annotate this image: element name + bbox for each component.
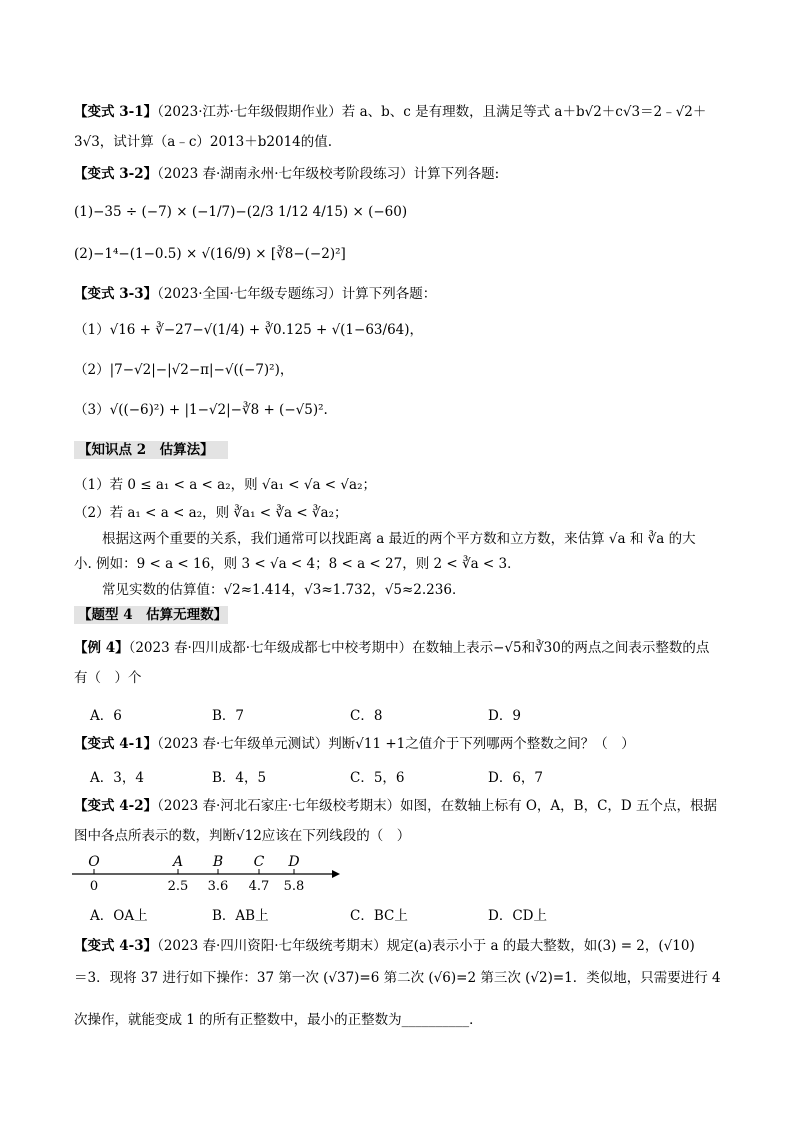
example-4-tag: 【例 4】	[74, 640, 129, 656]
variant-4-2-line2: 图中各点所表示的数，判断√12应该在下列线段的（ ）	[74, 828, 411, 844]
variant-3-3-line1	[74, 284, 436, 304]
variant-4-2-line1	[74, 796, 717, 816]
variant-3-2-line1	[74, 164, 499, 184]
variant-3-1-source: （2023·江苏·七年级假期作业）	[157, 104, 342, 120]
variant-3-3-source: （2023·全国·七年级专题练习）	[157, 286, 342, 302]
example-4-option-a: A．6	[90, 708, 122, 724]
variant-3-1-text1: 若 a、b、c 是有理数，且满足等式 a＋b√2＋c√3＝2﹣√2＋	[341, 104, 707, 120]
axis-point-value-o: 0	[89, 879, 99, 894]
variant-3-3-q3: （3）√((−6)²) + |1−√2|−∛8 + (−√5)².	[74, 402, 328, 418]
number-line-arrow-icon	[332, 870, 340, 878]
variant-3-2-q2: (2)−1⁴−(1−0.5) × √(16/9) × [∛8−(−2)²]	[74, 246, 346, 262]
variant-4-1-option-c: C．5，6	[350, 770, 405, 786]
axis-point-label-a: A	[172, 854, 184, 870]
variant-4-3-line2: ＝3．现将 37 进行如下操作：37 第一次 (√37)=6 第二次 (√6)=2 第三次 (√2)=1．类似地，只需要进行 4	[74, 970, 721, 986]
variant-4-1-text: 判断√11 +1之值介于下列哪两个整数之间？（ ）	[328, 736, 635, 752]
kp2-line1: （1）若 0 ≤ a₁ < a < a₂，则 √a₁ < √a < √a₂；	[74, 477, 376, 493]
example-4-text1: 在数轴上表示−√5和∛30的两点之间表示整数的点	[412, 640, 710, 656]
knowledge-point-2-heading: 【知识点 2 估算法】	[74, 441, 228, 459]
kp2-line2: （2）若 a₁ < a < a₂，则 ∛a₁ < ∛a < ∛a₂；	[74, 505, 348, 521]
axis-point-value-d: 5.8	[283, 879, 305, 894]
variant-4-2-tag: 【变式 4-2】	[74, 798, 158, 814]
variant-4-1-option-b: B．4，5	[212, 770, 267, 786]
variant-4-3-tag: 【变式 4-3】	[74, 938, 158, 954]
axis-point-label-o: O	[88, 854, 100, 870]
variant-3-3-text: 计算下列各题：	[341, 286, 437, 302]
variant-4-1-line1	[74, 734, 635, 754]
variant-4-2-text1: 如图，在数轴上标有 O，A，B，C，D 五个点，根据	[400, 798, 718, 814]
variant-4-2-option-d: D．CD上	[488, 908, 547, 924]
example-4-line1	[74, 638, 709, 658]
variant-3-1-line2	[74, 132, 332, 152]
example-4-option-d: D．9	[488, 708, 521, 724]
topic-4-heading: 【题型 4 估算无理数】	[74, 606, 228, 624]
variant-4-2-option-b: B．AB上	[212, 908, 269, 924]
axis-point-label-b: B	[212, 854, 224, 870]
axis-point-label-c: C	[253, 854, 265, 870]
variant-4-3-line3: 次操作，就能变成 1 的所有正整数中，最小的正整数为__________．	[74, 1012, 483, 1028]
example-4-option-b: B．7	[212, 708, 245, 724]
example-4-source: （2023 春·四川成都·七年级成都七中校考期中）	[128, 640, 413, 656]
variant-3-2-tag: 【变式 3-2】	[74, 166, 158, 182]
variant-3-1-line1	[74, 102, 706, 122]
number-line-figure	[70, 852, 340, 896]
axis-point-label-d: D	[288, 854, 300, 870]
variant-3-3-q2: （2）|7−√2|−|√2−π|−√((−7)²)，	[74, 362, 294, 378]
variant-4-2-source: （2023 春·河北石家庄·七年级校考期末）	[157, 798, 401, 814]
axis-point-value-c: 4.7	[248, 879, 270, 894]
kp2-paragraph1: 根据这两个重要的关系，我们通常可以找距离 a 最近的两个平方数和立方数，来估算 √a 和 ∛a 的大	[102, 531, 696, 547]
axis-point-value-a: 2.5	[167, 879, 189, 894]
variant-3-2-q1: (1)−35 ÷ (−7) × (−1/7)−(2/3 1/12 4/15) × (−60)	[74, 204, 408, 220]
axis-point-value-b: 3.6	[207, 879, 229, 894]
variant-4-3-source: （2023 春·四川资阳·七年级统考期末）	[157, 938, 387, 954]
variant-3-1-tag: 【变式 3-1】	[74, 104, 158, 120]
variant-4-1-option-d: D．6，7	[488, 770, 544, 786]
example-4-line2: 有（ ）个	[74, 670, 142, 686]
variant-3-3-q1: （1）√16 + ∛−27−√(1/4) + ∛0.125 + √(1−63/64)，	[74, 322, 424, 338]
variant-4-3-line1	[74, 936, 695, 956]
kp2-paragraph3: 常见实数的估算值：√2≈1.414，√3≈1.732，√5≈2.236．	[102, 582, 466, 598]
variant-4-1-source: （2023 春·七年级单元测试）	[157, 736, 329, 752]
variant-4-1-tag: 【变式 4-1】	[74, 736, 158, 752]
variant-4-3-text1: 规定(a)表示小于 a 的最大整数，如(3) = 2，(√10)	[386, 938, 695, 954]
variant-4-1-option-a: A．3，4	[90, 770, 144, 786]
variant-4-2-option-a: A．OA上	[90, 908, 148, 924]
variant-3-1-text2: 3√3，试计算（a﹣c）2013＋b2014的值.	[74, 134, 333, 150]
variant-3-2-source: （2023 春·湖南永州·七年级校考阶段练习）	[157, 166, 414, 182]
example-4-option-c: C．8	[350, 708, 383, 724]
variant-3-3-tag: 【变式 3-3】	[74, 286, 158, 302]
variant-4-2-option-c: C．BC上	[350, 908, 408, 924]
variant-3-2-text: 计算下列各题:	[413, 166, 500, 182]
kp2-paragraph2: 小. 例如：9 < a < 16，则 3 < √a < 4；8 < a < 27，则 2 < ∛a < 3．	[74, 556, 521, 572]
